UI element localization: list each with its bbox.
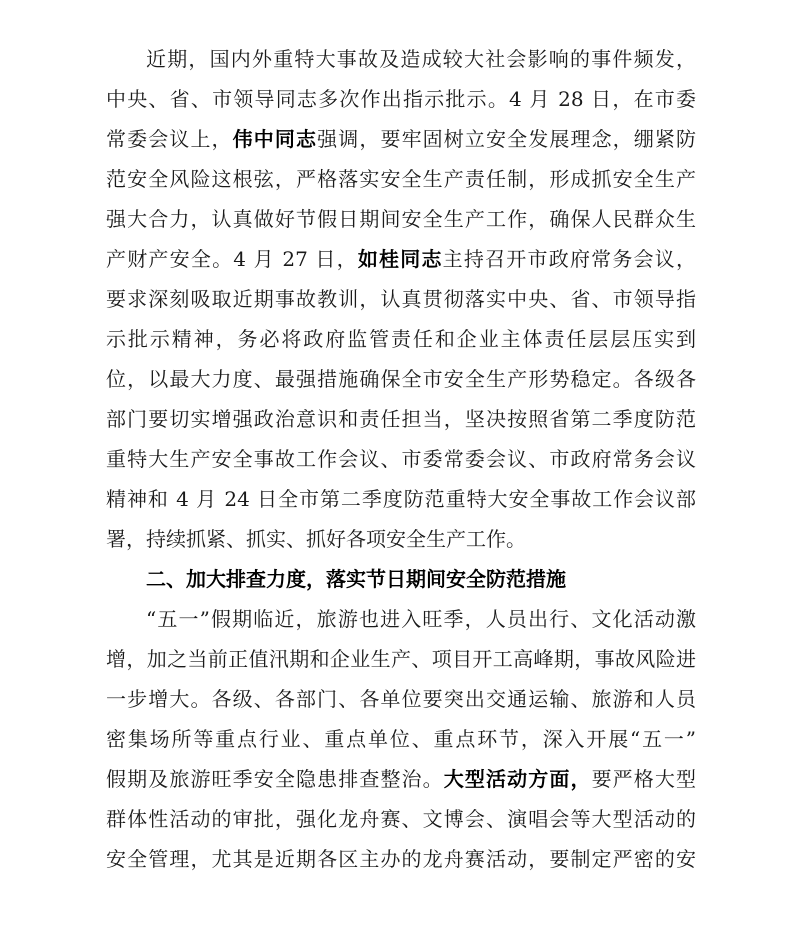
paragraph-1-line-1: 近期，国内外重特大事故及造成较大社会影响的事件频发， <box>146 47 696 71</box>
bold-name-rugui: 如桂同志 <box>357 247 443 271</box>
paragraph-1-line-12: 精神和 4 月 24 日全市第二季度防范重特大安全事故工作会议部 <box>106 487 696 511</box>
paragraph-1-line-13: 署，持续抓紧、抓实、抓好各项安全生产工作。 <box>106 527 526 551</box>
paragraph-2-line-5-text-a: 假期及旅游旺季安全隐患排查整治。 <box>106 767 444 791</box>
paragraph-1-line-6 <box>106 240 696 278</box>
section-heading: 二、加大排查力度，落实节日期间安全防范措施 <box>146 567 566 591</box>
paragraph-2-line-6: 群体性活动的审批，强化龙舟赛、文博会、演唱会等大型活动的 <box>106 807 696 831</box>
paragraph-1-line-10: 部门要切实增强政治意识和责任担当，坚决按照省第二季度防范 <box>106 407 696 431</box>
paragraph-1-line-3-text-a: 常委会议上， <box>106 127 233 151</box>
paragraph-2-line-5-text-c: 要严格大型 <box>591 767 697 791</box>
paragraph-2-line-1: “五一”假期临近，旅游也进入旺季，人员出行、文化活动激 <box>146 607 696 631</box>
paragraph-1-line-5: 强大合力，认真做好节假日期间安全生产工作，确保人民群众生 <box>106 207 696 231</box>
paragraph-2-line-3: 一步增大。各级、各部门、各单位要突出交通运输、旅游和人员 <box>106 687 696 711</box>
paragraph-1-line-3-text-c: 强调，要牢固树立安全发展理念，绷紧防 <box>317 127 697 151</box>
paragraph-2-line-2: 增，加之当前正值汛期和企业生产、项目开工高峰期，事故风险进 <box>106 647 696 671</box>
paragraph-1-line-8: 示批示精神，务必将政府监管责任和企业主体责任层层压实到 <box>106 327 696 351</box>
paragraph-1-line-6-text-a: 产财产安全。4 月 27 日， <box>106 247 358 271</box>
paragraph-1-line-11: 重特大生产安全事故工作会议、市委常委会议、市政府常务会议 <box>106 447 696 471</box>
paragraph-2-line-7: 安全管理，尤其是近期各区主办的龙舟赛活动，要制定严密的安 <box>106 847 696 871</box>
paragraph-2-line-5 <box>106 760 696 798</box>
bold-name-weizhong: 伟中同志 <box>232 127 318 151</box>
paragraph-1-line-3 <box>106 120 696 158</box>
paragraph-2-line-4: 密集场所等重点行业、重点单位、重点环节，深入开展“五一” <box>106 727 696 751</box>
paragraph-1-line-4: 范安全风险这根弦，严格落实安全生产责任制，形成抓安全生产 <box>106 167 696 191</box>
paragraph-1-line-7: 要求深刻吸取近期事故教训，认真贯彻落实中央、省、市领导指 <box>106 287 696 311</box>
paragraph-1-line-6-text-c: 主持召开市政府常务会议， <box>442 247 697 271</box>
paragraph-1-line-2: 中央、省、市领导同志多次作出指示批示。4 月 28 日，在市委 <box>106 87 696 111</box>
bold-topic-large-events: 大型活动方面， <box>443 767 592 791</box>
paragraph-1-line-9: 位，以最大力度、最强措施确保全市安全生产形势稳定。各级各 <box>106 367 696 391</box>
